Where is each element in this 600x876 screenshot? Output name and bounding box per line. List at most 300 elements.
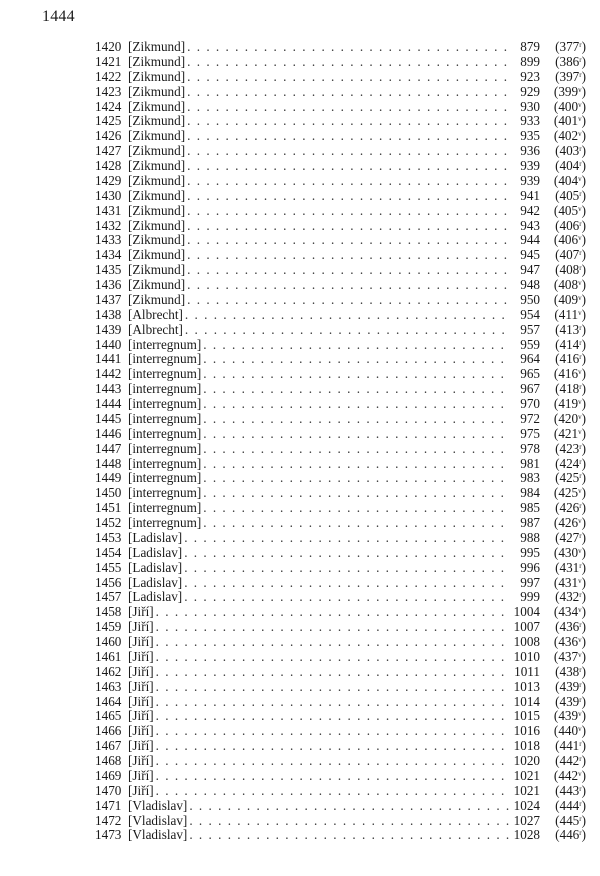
entry-ruler: [Zikmund]	[128, 217, 186, 233]
entry-year: 1452	[95, 515, 122, 530]
list-item	[95, 395, 586, 410]
entry-folio-ref: (404$^r$)	[555, 158, 586, 173]
entry-page: 996	[520, 559, 540, 575]
dot-leader	[187, 55, 510, 70]
entry-folio: 386	[559, 53, 580, 69]
entry-year: 1421	[95, 53, 122, 69]
entry-ruler: [Zikmund]	[128, 247, 186, 263]
entry-folio: 406	[558, 232, 579, 248]
entry-folio: 444	[559, 797, 580, 813]
entry-folio-side: r	[579, 383, 582, 392]
entry-year: 1428	[95, 158, 122, 173]
entry-year: 1466	[95, 723, 122, 739]
entry-year: 1465	[95, 708, 122, 724]
entry-page: 936	[520, 143, 540, 159]
entry-folio-ref: (397$^r$)	[555, 68, 586, 84]
entry-page: 944	[520, 232, 540, 248]
entry-folio: 426	[559, 500, 580, 516]
entry-folio-side: r	[579, 442, 582, 451]
entry-ruler: [Ladislav]	[128, 589, 183, 605]
entry-folio-side: r	[579, 55, 582, 64]
dot-leader	[203, 442, 510, 457]
entry-ruler: [Jiří]	[128, 693, 154, 709]
list-item	[95, 425, 586, 440]
entry-page: 997	[520, 574, 540, 590]
dot-leader	[203, 486, 510, 501]
entry-page: 954	[520, 306, 540, 322]
entry-folio: 423	[559, 440, 580, 456]
entry-folio-ref: (442$^r$)	[555, 753, 586, 768]
list-item	[95, 455, 586, 470]
entry-year: 1443	[95, 381, 122, 397]
dot-leader	[187, 189, 510, 204]
entry-year: 1461	[95, 648, 122, 664]
entry-folio-ref: (414$^r$)	[555, 336, 586, 352]
dot-leader	[203, 457, 510, 472]
list-item	[95, 321, 586, 336]
entry-year: 1420	[95, 39, 122, 54]
entry-folio-side: v	[578, 710, 582, 719]
entry-folio: 438	[559, 663, 580, 679]
entry-folio-ref: (421$^v$)	[553, 425, 586, 441]
entry-folio-ref: (431$^v$)	[553, 574, 586, 590]
entry-page: 985	[520, 500, 540, 516]
list-item	[95, 514, 586, 529]
dot-leader	[156, 680, 510, 695]
entry-folio-ref: (432$^r$)	[555, 589, 586, 605]
entry-folio: 408	[558, 277, 579, 292]
entry-ruler: [Zikmund]	[128, 202, 186, 218]
entry-folio: 405	[558, 202, 579, 218]
entry-folio: 437	[558, 648, 579, 664]
list-item	[95, 172, 586, 187]
entry-folio-side: v	[578, 204, 582, 213]
dot-leader	[185, 323, 510, 338]
entry-year: 1462	[95, 663, 122, 679]
entry-folio-side: r	[579, 621, 582, 630]
entry-page: 967	[520, 381, 540, 397]
entry-folio-side: v	[578, 130, 582, 139]
entry-page: 983	[520, 470, 540, 486]
entry-year: 1433	[95, 232, 122, 248]
entry-ruler: [Zikmund]	[128, 232, 186, 248]
dot-leader	[203, 516, 510, 531]
list-item	[95, 499, 586, 514]
entry-folio-side: v	[578, 606, 582, 615]
entry-folio-ref: (436$^r$)	[555, 619, 586, 635]
entry-folio-side: v	[578, 427, 582, 436]
entry-folio-side: r	[579, 561, 582, 570]
list-item	[95, 306, 586, 321]
list-item	[95, 693, 586, 708]
entry-ruler: [interregnum]	[128, 470, 202, 486]
entry-page: 957	[520, 321, 540, 337]
list-item	[95, 752, 586, 767]
dot-leader	[187, 70, 510, 85]
entry-folio-ref: (425$^r$)	[555, 470, 586, 486]
entry-folio: 418	[559, 381, 580, 397]
entry-folio-ref: (426$^r$)	[555, 500, 586, 516]
entry-page: 1021	[513, 782, 540, 798]
entry-folio-side: v	[578, 546, 582, 555]
list-item	[95, 544, 586, 559]
entry-folio-side: r	[579, 189, 582, 198]
entry-ruler: [Zikmund]	[128, 172, 186, 188]
entry-page: 930	[520, 98, 540, 114]
entry-folio: 442	[558, 767, 579, 783]
list-item	[95, 529, 586, 544]
entry-year: 1459	[95, 619, 122, 635]
entry-folio: 431	[559, 559, 580, 575]
list-item	[95, 350, 586, 365]
entry-folio: 427	[559, 529, 580, 545]
entry-ruler: [Jiří]	[128, 738, 154, 754]
entry-folio-side: v	[578, 308, 582, 317]
entry-folio-side: r	[579, 264, 582, 273]
entry-folio-side: r	[579, 591, 582, 600]
entry-ruler: [Zikmund]	[128, 68, 186, 84]
entry-folio-ref: (402$^v$)	[553, 128, 586, 144]
dot-leader	[156, 695, 510, 710]
list-item	[95, 217, 586, 232]
list-item	[95, 633, 586, 648]
entry-ruler: [interregnum]	[128, 455, 202, 471]
entry-ruler: [Jiří]	[128, 619, 154, 635]
dot-leader	[156, 709, 510, 724]
list-item	[95, 737, 586, 752]
entry-page: 1018	[513, 738, 540, 754]
entry-page: 943	[520, 217, 540, 233]
entry-page: 1027	[513, 812, 540, 828]
entry-folio-ref: (424$^r$)	[555, 455, 586, 471]
entry-folio-side: r	[579, 219, 582, 228]
dot-leader	[156, 754, 510, 769]
entry-folio: 414	[559, 336, 580, 352]
dot-leader	[187, 219, 510, 234]
entry-year: 1446	[95, 425, 122, 441]
entry-folio-side: v	[578, 368, 582, 377]
entry-folio: 413	[559, 321, 580, 337]
entry-folio: 439	[559, 678, 580, 694]
dot-leader	[187, 204, 510, 219]
entry-year: 1425	[95, 113, 122, 129]
entry-ruler: [Vladislav]	[128, 827, 188, 843]
entry-page: 978	[520, 440, 540, 456]
entry-year: 1460	[95, 634, 122, 649]
entry-folio-side: r	[579, 502, 582, 511]
entry-folio-side: r	[579, 695, 582, 704]
entry-page: 879	[520, 39, 540, 54]
entry-folio: 419	[558, 396, 579, 411]
dot-leader	[203, 352, 510, 367]
entry-ruler: [Jiří]	[128, 723, 154, 739]
entry-folio-ref: (416$^v$)	[553, 366, 586, 382]
entry-year: 1454	[95, 544, 122, 560]
list-item	[95, 142, 586, 157]
entry-year: 1441	[95, 351, 122, 367]
entry-year: 1447	[95, 440, 122, 456]
entry-folio: 404	[559, 158, 580, 173]
entry-ruler: [interregnum]	[128, 351, 202, 367]
entry-folio-ref: (405$^r$)	[555, 187, 586, 203]
entry-folio-side: r	[579, 665, 582, 674]
entry-folio: 409	[558, 291, 579, 307]
dot-leader	[156, 724, 510, 739]
entry-ruler: [interregnum]	[128, 500, 202, 516]
entry-folio-ref: (438$^r$)	[555, 663, 586, 679]
dot-leader	[187, 159, 510, 174]
list-item	[95, 127, 586, 142]
entry-ruler: [interregnum]	[128, 410, 202, 426]
list-item	[95, 187, 586, 202]
entry-folio-ref: (442$^v$)	[553, 767, 586, 783]
entry-folio-side: v	[578, 769, 582, 778]
list-item	[95, 380, 586, 395]
entry-folio: 407	[559, 247, 580, 263]
entry-page: 981	[520, 455, 540, 471]
entry-page: 1008	[513, 634, 540, 649]
list-item	[95, 826, 586, 841]
entry-page: 1028	[513, 827, 540, 843]
entry-folio-ref: (409$^v$)	[553, 291, 586, 307]
entry-page: 1020	[513, 753, 540, 768]
entry-year: 1451	[95, 500, 122, 516]
entry-folio-side: r	[579, 784, 582, 793]
entry-ruler: [Jiří]	[128, 648, 154, 664]
list-item	[95, 261, 586, 276]
entry-page: 1013	[513, 678, 540, 694]
entry-year: 1442	[95, 366, 122, 382]
entry-year: 1431	[95, 202, 122, 218]
entry-page: 959	[520, 336, 540, 352]
entry-folio-ref: (406$^v$)	[553, 232, 586, 248]
entry-ruler: [Jiří]	[128, 753, 154, 768]
dot-leader	[187, 40, 510, 55]
entry-folio-ref: (441$^r$)	[555, 738, 586, 754]
entry-ruler: [interregnum]	[128, 396, 202, 411]
list-item	[95, 678, 586, 693]
dot-leader	[203, 471, 510, 486]
entry-folio: 416	[559, 351, 580, 367]
entry-folio: 416	[558, 366, 579, 382]
entry-folio: 440	[558, 723, 579, 739]
entry-page: 995	[520, 544, 540, 560]
entry-ruler: [interregnum]	[128, 485, 202, 501]
dot-leader	[184, 531, 510, 546]
entry-folio-side: v	[578, 725, 582, 734]
list-item	[95, 663, 586, 678]
entry-folio-ref: (423$^r$)	[555, 440, 586, 456]
entry-folio: 401	[558, 113, 579, 129]
list-item	[95, 410, 586, 425]
dot-leader	[203, 338, 510, 353]
entry-folio-ref: (408$^r$)	[555, 262, 586, 278]
entry-year: 1470	[95, 782, 122, 798]
list-item	[95, 365, 586, 380]
dot-leader	[184, 561, 510, 576]
entry-year: 1432	[95, 217, 122, 233]
entry-page: 947	[520, 262, 540, 278]
dot-leader	[156, 620, 510, 635]
dot-leader	[156, 784, 510, 799]
entry-year: 1450	[95, 485, 122, 501]
entry-page: 1021	[513, 767, 540, 783]
dot-leader	[203, 382, 510, 397]
list-item	[95, 588, 586, 603]
dot-leader	[187, 174, 510, 189]
entry-ruler: [Ladislav]	[128, 544, 183, 560]
entry-folio-ref: (439$^v$)	[553, 708, 586, 724]
entry-folio-ref: (427$^r$)	[555, 529, 586, 545]
entry-folio-side: r	[579, 531, 582, 540]
dot-leader	[156, 769, 510, 784]
entry-year: 1449	[95, 470, 122, 486]
entry-folio: 400	[558, 98, 579, 114]
list-item	[95, 53, 586, 68]
entry-page: 984	[520, 485, 540, 501]
entry-folio-ref: (436$^v$)	[553, 634, 586, 649]
dot-leader	[203, 397, 510, 412]
entry-ruler: [Zikmund]	[128, 128, 186, 144]
entry-folio: 405	[559, 187, 580, 203]
entry-page: 935	[520, 128, 540, 144]
dot-leader	[187, 293, 510, 308]
entry-year: 1456	[95, 574, 122, 590]
entry-page: 965	[520, 366, 540, 382]
dot-leader	[189, 799, 510, 814]
entry-year: 1435	[95, 262, 122, 278]
entry-folio-side: r	[579, 160, 582, 168]
entry-year: 1436	[95, 277, 122, 292]
dot-leader	[187, 114, 510, 129]
entry-folio: 397	[559, 68, 580, 84]
entry-ruler: [interregnum]	[128, 425, 202, 441]
entry-ruler: [Vladislav]	[128, 797, 188, 813]
entry-folio-side: v	[578, 398, 582, 406]
entry-folio-ref: (411$^v$)	[554, 306, 586, 322]
entry-folio-ref: (400$^v$)	[553, 98, 586, 114]
entry-folio: 408	[559, 262, 580, 278]
entry-folio-ref: (426$^v$)	[553, 515, 586, 530]
entry-ruler: [interregnum]	[128, 366, 202, 382]
entry-folio: 424	[559, 455, 580, 471]
entry-ruler: [Jiří]	[128, 604, 154, 620]
entry-folio-ref: (419$^v$)	[553, 396, 586, 411]
entry-page: 999	[520, 589, 540, 605]
entry-folio: 446	[559, 827, 580, 843]
list-item	[95, 231, 586, 246]
entry-folio: 445	[559, 812, 580, 828]
entry-ruler: [Ladislav]	[128, 559, 183, 575]
entry-folio-side: v	[578, 636, 582, 644]
entry-folio-ref: (386$^r$)	[555, 53, 586, 69]
dot-leader	[187, 233, 510, 248]
entry-folio: 402	[558, 128, 579, 144]
entry-folio-side: v	[578, 234, 582, 243]
entry-year: 1471	[95, 797, 122, 813]
list-item	[95, 98, 586, 113]
list-item	[95, 291, 586, 306]
dot-leader	[184, 590, 510, 605]
entry-page: 1016	[513, 723, 540, 739]
dot-leader	[185, 308, 510, 323]
entry-page: 988	[520, 529, 540, 545]
entry-folio: 411	[558, 306, 579, 322]
entry-year: 1467	[95, 738, 122, 754]
entry-year: 1453	[95, 529, 122, 545]
list-item	[95, 559, 586, 574]
entry-page: 1014	[513, 693, 540, 709]
list-item	[95, 782, 586, 797]
entry-folio-side: v	[578, 279, 582, 287]
entry-folio-side: v	[578, 650, 582, 659]
entry-folio-side: r	[579, 145, 582, 154]
entry-folio-ref: (434$^v$)	[553, 604, 586, 620]
entry-folio: 430	[558, 544, 579, 560]
entry-ruler: [Zikmund]	[128, 262, 186, 278]
entry-ruler: [Albrecht]	[128, 306, 183, 322]
entry-folio-ref: (377$^r$)	[555, 39, 586, 54]
entry-page: 1007	[513, 619, 540, 635]
dot-leader	[187, 100, 510, 115]
entry-year: 1444	[95, 396, 122, 411]
entry-folio-ref: (406$^r$)	[555, 217, 586, 233]
entry-ruler: [Zikmund]	[128, 291, 186, 307]
entry-page: 1011	[514, 663, 540, 679]
entry-year: 1457	[95, 589, 122, 605]
entry-ruler: [Zikmund]	[128, 143, 186, 159]
entry-folio: 439	[558, 708, 579, 724]
entry-year: 1469	[95, 767, 122, 783]
entry-folio-side: r	[579, 353, 582, 362]
entry-page: 1015	[513, 708, 540, 724]
entry-page: 939	[520, 158, 540, 173]
entry-folio-ref: (437$^v$)	[553, 648, 586, 664]
entry-folio-ref: (443$^r$)	[555, 782, 586, 798]
entry-ruler: [Vladislav]	[128, 812, 188, 828]
entry-ruler: [Ladislav]	[128, 574, 183, 590]
dot-leader	[184, 576, 510, 591]
entry-ruler: [Zikmund]	[128, 53, 186, 69]
entry-ruler: [Ladislav]	[128, 529, 183, 545]
entry-page: 939	[520, 172, 540, 188]
entry-page: 941	[520, 187, 540, 203]
list-item	[95, 246, 586, 261]
list-item	[95, 722, 586, 737]
entry-ruler: [Zikmund]	[128, 98, 186, 114]
dot-leader	[203, 501, 510, 516]
entry-folio: 426	[558, 515, 579, 530]
entry-year: 1437	[95, 291, 122, 307]
entry-folio: 404	[558, 172, 579, 188]
entry-ruler: [Jiří]	[128, 767, 154, 783]
dot-leader	[156, 739, 510, 754]
entry-ruler: [Zikmund]	[128, 277, 186, 292]
dot-leader	[187, 129, 510, 144]
entry-folio-side: v	[578, 85, 582, 94]
dot-leader	[203, 412, 510, 427]
entry-folio-ref: (416$^r$)	[555, 351, 586, 367]
entry-year: 1472	[95, 812, 122, 828]
entry-ruler: [Zikmund]	[128, 39, 186, 54]
entry-folio: 439	[559, 693, 580, 709]
entry-ruler: [Jiří]	[128, 708, 154, 724]
dot-leader	[184, 546, 510, 561]
entry-folio-side: v	[578, 412, 582, 421]
entry-page: 1004	[513, 604, 540, 620]
list-item	[95, 276, 586, 291]
entry-ruler: [Jiří]	[128, 663, 154, 679]
